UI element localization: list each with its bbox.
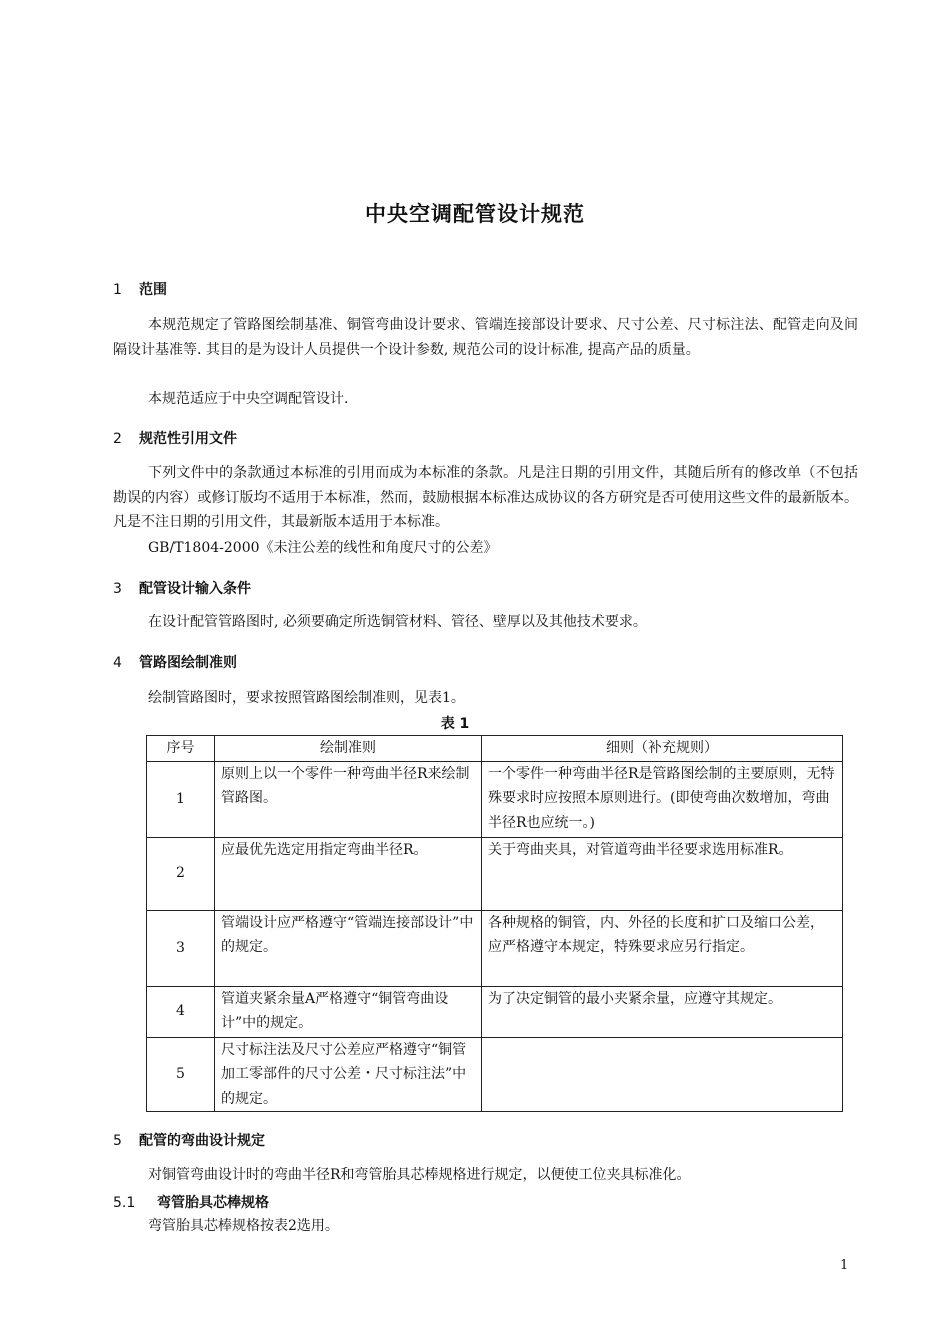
section-5-1-heading bbox=[113, 1192, 269, 1212]
table-row bbox=[147, 910, 843, 986]
section-number: 1 bbox=[113, 282, 122, 298]
section-5-1-paragraph-1: 弯管胎具芯棒规格按表2选用。 bbox=[148, 1218, 339, 1234]
section-2-paragraph-1: 下列文件中的条款通过本标准的引用而成为本标准的条款。凡是注日期的引用文件，其随后所有的修改单（不包括勘误的内容）或修订版均不适用于本标准，然而，鼓励根据本标准达成协议的各方研究是否可使用这些文件的最新版本。凡是不注日期的引用文件，其最新版本适用于本标准。 bbox=[113, 465, 858, 530]
row-seq: 2 bbox=[147, 837, 215, 910]
section-title: 管路图绘制准则 bbox=[139, 655, 237, 671]
row-seq: 3 bbox=[147, 910, 215, 986]
section-3-paragraph-1: 在设计配管管路图时, 必须要确定所选铜管材料、管径、壁厚以及其他技术要求。 bbox=[148, 614, 647, 630]
section-4-paragraph-1: 绘制管路图时，要求按照管路图绘制准则，见表1。 bbox=[148, 690, 465, 706]
section-number: 5.1 bbox=[113, 1195, 136, 1211]
header-rule: 绘制准则 bbox=[215, 736, 482, 762]
section-3-heading bbox=[113, 578, 251, 598]
table-row bbox=[147, 1037, 843, 1112]
section-4-heading bbox=[113, 652, 237, 672]
section-2-reference: GB/T1804-2000《未注公差的线性和角度尺寸的公差》 bbox=[148, 540, 498, 556]
section-2-heading bbox=[113, 428, 237, 448]
row-rule: 原则上以一个零件一种弯曲半径R来绘制管路图。 bbox=[215, 761, 482, 837]
section-title: 配管的弯曲设计规定 bbox=[139, 1133, 265, 1149]
table-row bbox=[147, 837, 843, 910]
table-1-caption: 表 1 bbox=[440, 716, 470, 732]
table-header-row bbox=[147, 736, 843, 762]
section-title: 规范性引用文件 bbox=[139, 431, 237, 447]
section-5-paragraph-1: 对铜管弯曲设计时的弯曲半径R和弯管胎具芯棒规格进行规定，以便使工位夹具标准化。 bbox=[148, 1167, 691, 1183]
row-detail: 一个零件一种弯曲半径R是管路图绘制的主要原则，无特殊要求时应按照本原则进行。(即使弯曲次数增加，弯曲半径R也应统一。) bbox=[482, 761, 843, 837]
header-detail: 细则（补充规则） bbox=[482, 736, 843, 762]
section-number: 3 bbox=[113, 581, 122, 597]
section-title: 范围 bbox=[139, 282, 167, 298]
section-title: 配管设计输入条件 bbox=[139, 581, 251, 597]
row-rule: 应最优先选定用指定弯曲半径R。 bbox=[215, 837, 482, 910]
section-title: 弯管胎具芯棒规格 bbox=[157, 1195, 269, 1211]
row-seq: 4 bbox=[147, 986, 215, 1037]
document-title: 中央空调配管设计规范 bbox=[365, 202, 585, 226]
table-1 bbox=[146, 735, 843, 1112]
section-5-heading bbox=[113, 1130, 265, 1150]
section-number: 4 bbox=[113, 655, 122, 671]
section-number: 5 bbox=[113, 1133, 122, 1149]
header-seq: 序号 bbox=[147, 736, 215, 762]
page-number: 1 bbox=[840, 1258, 849, 1273]
section-1-paragraph-1: 本规范规定了管路图绘制基准、铜管弯曲设计要求、管端连接部设计要求、尺寸公差、尺寸标注法、配管走向及间隔设计基准等. 其目的是为设计人员提供一个设计参数, 规范公司的设计标准, 提高产品的质量。 bbox=[113, 317, 858, 358]
section-1-paragraph-2: 本规范适应于中央空调配管设计. bbox=[148, 391, 349, 407]
table-row bbox=[147, 986, 843, 1037]
section-1-heading bbox=[113, 279, 167, 299]
section-number: 2 bbox=[113, 431, 122, 447]
row-detail: 各种规格的铜管，内、外径的长度和扩口及缩口公差，应严格遵守本规定，特殊要求应另行指定。 bbox=[482, 910, 843, 986]
row-detail bbox=[482, 1037, 843, 1112]
row-rule: 管端设计应严格遵守“管端连接部设计”中的规定。 bbox=[215, 910, 482, 986]
row-detail: 为了决定铜管的最小夹紧余量，应遵守其规定。 bbox=[482, 986, 843, 1037]
row-rule: 尺寸标注法及尺寸公差应严格遵守“铜管加工零部件的尺寸公差・尺寸标注法”中的规定。 bbox=[215, 1037, 482, 1112]
row-seq: 1 bbox=[147, 761, 215, 837]
row-detail: 关于弯曲夹具，对管道弯曲半径要求选用标准R。 bbox=[482, 837, 843, 910]
table-row bbox=[147, 761, 843, 837]
row-seq: 5 bbox=[147, 1037, 215, 1112]
row-rule: 管道夹紧余量A严格遵守“铜管弯曲设计”中的规定。 bbox=[215, 986, 482, 1037]
